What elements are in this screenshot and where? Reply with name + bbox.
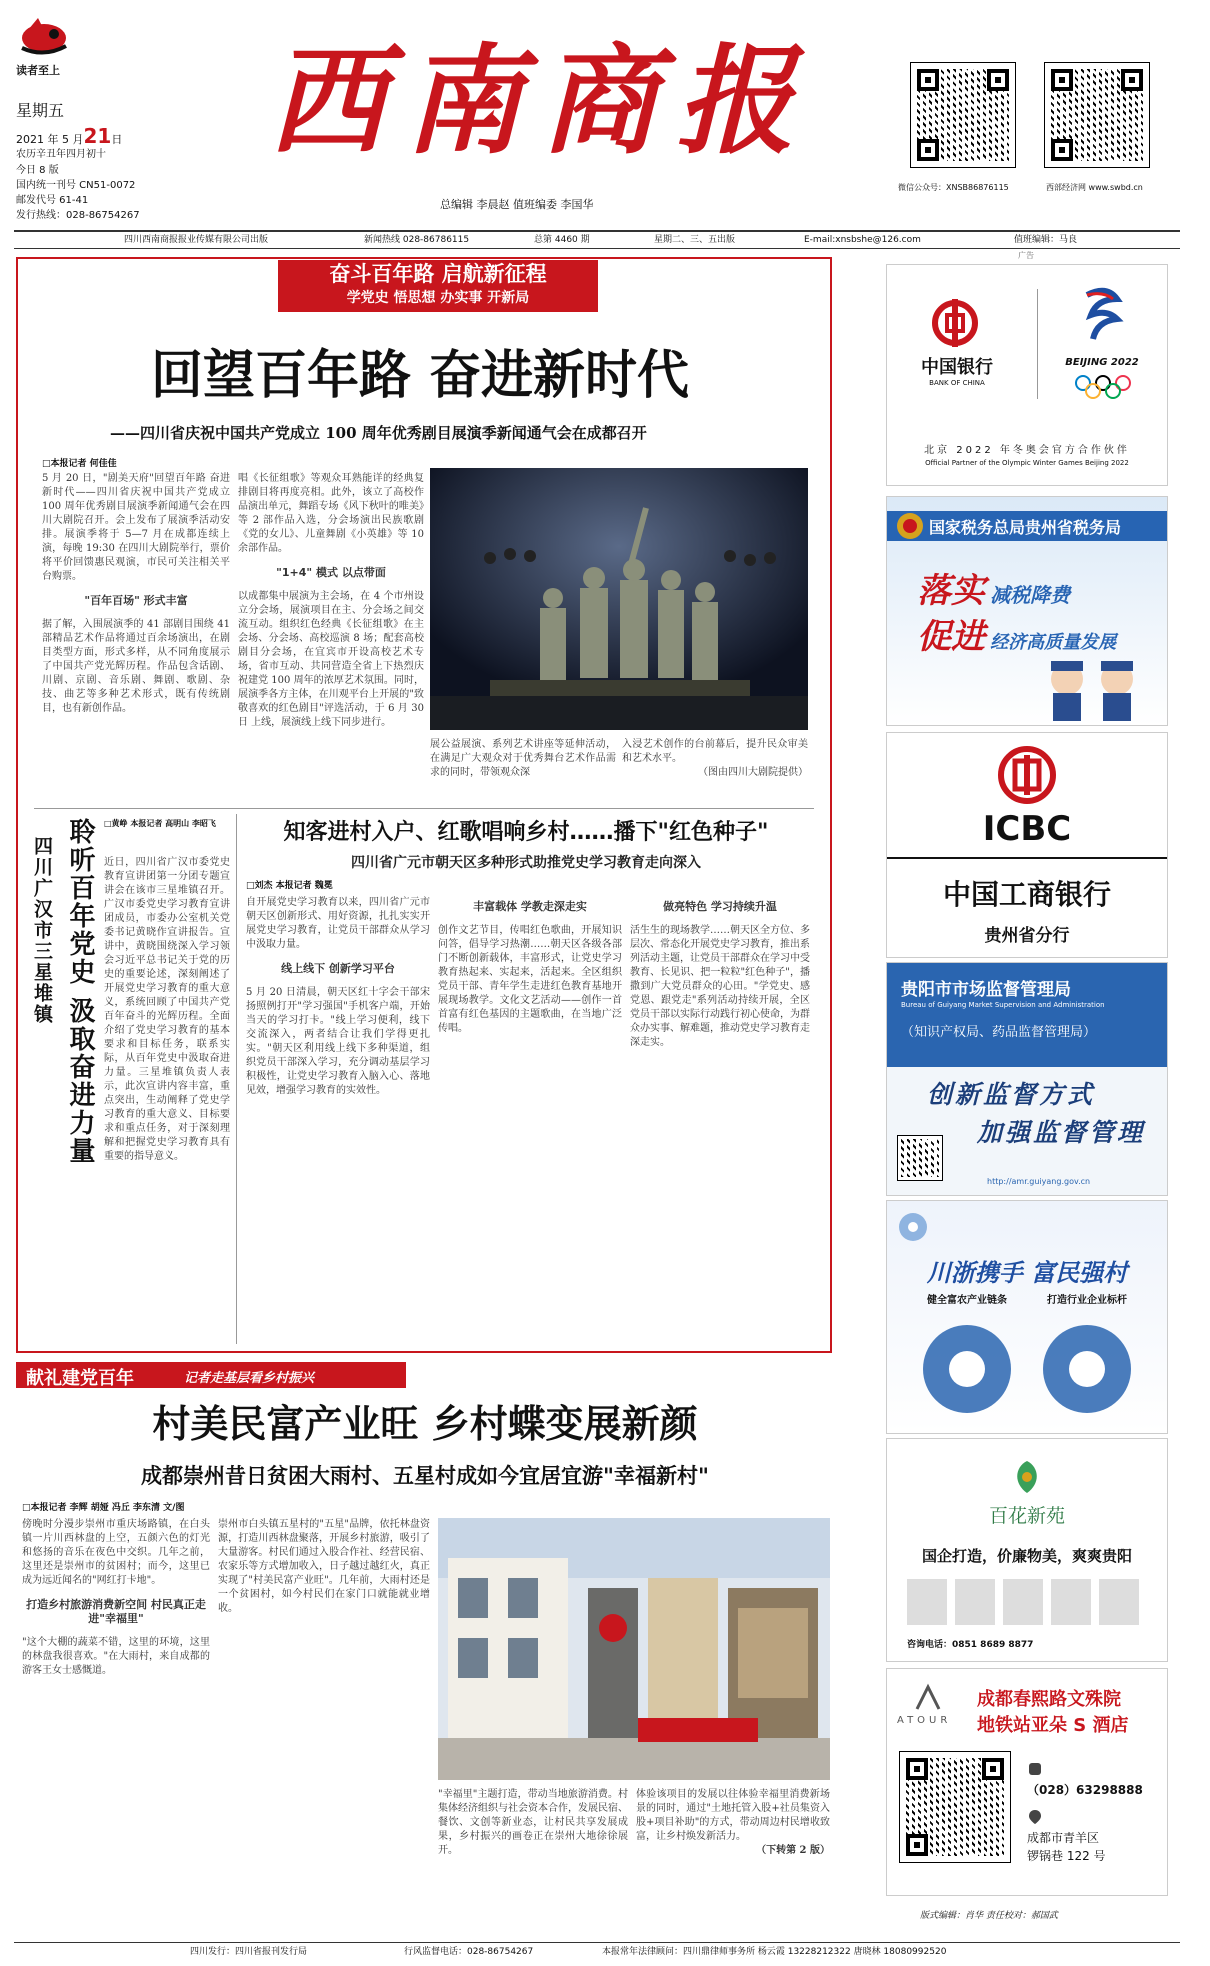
- mid-subhead: 四川省广元市朝天区多种形式助推党史学习教育走向深入: [351, 855, 701, 871]
- masthead: [0, 0, 1210, 232]
- zhe-title: 川浙携手 富民强村: [926, 1259, 1128, 1287]
- photo-credit: （图由四川大剧院提供）: [698, 767, 808, 778]
- cn-number: 国内统一刊号 CN51-0072: [16, 180, 136, 191]
- feature-subhead: 成都崇州昔日贫困大雨村、五星村成如今宜居宜游"幸福新村": [141, 1463, 709, 1488]
- atour-phone: （028）63298888: [1027, 1783, 1143, 1797]
- lead-subhead: ——四川省庆祝中国共产党成立 100 周年优秀剧目展演季新闻通气会在成都召开: [110, 424, 647, 442]
- ad-market-supervision: [886, 962, 1168, 1196]
- zhe-sub-2: 打造行业企业标杆: [1047, 1295, 1127, 1306]
- news-hotline: 新闻热线 028-86786115: [364, 235, 470, 245]
- zhe-diagram: [907, 1313, 1147, 1425]
- left-story-body: 近日，四川省广汉市委党史教育宣讲团第一分团专题宣讲会在该市三星堆镇召开。广汉市委党史学习教育宣讲团成员，市委办公室机关党委书记黄晓作宣讲报告。宣讲中，黄晓围绕深入学习领会习近平总书记关于党的历史的重要论述，深刻阐述了开展党史学习教育的重大意义，系统回顾了中国共产党百年奋斗的光辉历程。全面介绍了党史学习教育的基本要求和目标任务，联系实际，从百年党史中汲取奋进力量。三星堆镇负责人表示，此次宣讲内容丰富，重点突出，生动阐释了党史学习教育的重大意义、目标要求和重点任务，对于深刻理解和把握党史学习教育具有重要的指导意义。: [104, 857, 230, 1162]
- market-slogan-1: 创新监督方式: [927, 1080, 1096, 1109]
- olympic-rings-icon: [1073, 373, 1133, 401]
- feature-label: 献礼建党百年 记者走基层看乡村振兴: [16, 1362, 406, 1388]
- distribution-phone: 发行热线：028-86754267: [16, 210, 140, 221]
- ad-label: 广告: [1018, 251, 1034, 260]
- ad-divider: [1037, 289, 1038, 399]
- mid-column-2: 丰富载体 学教走深走实 创作文艺节目，传唱红色歌曲，开展知识问答，倡导学习热潮……朝天区各级各部门不断创新载体，丰富形式，让党史学习教育热起来、实起来，活起来。全区组织党员干部、青年学生走进红色教育基地开展现场教学。文化文艺活动——创作一首首富有红色基因的主题歌曲，在当地广泛传唱。: [438, 900, 622, 1034]
- market-en: Bureau of Guiyang Market Supervision and Administration: [901, 1001, 1105, 1009]
- olympic-emblem-icon: [1067, 285, 1137, 355]
- website-qr-label: 西部经济网 www.swbd.cn: [1046, 183, 1143, 192]
- slogan: 读者至上: [16, 64, 60, 77]
- boc-partner: 北京 2022 年冬奥会官方合作伙伴: [924, 445, 1130, 456]
- atour-title-1: 成都春熙路文殊院: [977, 1689, 1121, 1710]
- wechat-qr-code: [910, 62, 1016, 168]
- ad-sichuan-zhejiang: [886, 1200, 1168, 1434]
- paper-title: 西南商报: [267, 31, 812, 170]
- website-qr-code: [1044, 62, 1150, 168]
- tax-officers-illustration: [1027, 657, 1157, 721]
- info-bar: [14, 230, 1180, 249]
- ad-bank-of-china: [886, 264, 1168, 486]
- weekday: 星期五: [16, 101, 65, 120]
- tax-title: 国家税务总局贵州省税务局: [929, 518, 1122, 537]
- ad-baihua-xinyuan: [886, 1438, 1168, 1662]
- icbc-name: 中国工商银行: [942, 878, 1111, 911]
- mid-column-3: 做亮特色 学习持续升温 活生生的现场教学……朝天区全方位、多层次、常态化开展党史学习教育，推出系列活动主题，让党员干部群众在学习中受教育、长见识、把一粒粒"红色种子"，播撒到广大党员群众的心田。"学党史、感党恩、跟党走"系列活动持续开展，全区党员干部以实际行动践行初心使命，为群众办实事、解难题，推动党史学习教育走深走实。: [630, 900, 810, 1048]
- publisher: 四川西南商报报业传媒有限公司出版: [124, 235, 269, 245]
- lead-headline: 回望百年路 奋进新时代: [150, 346, 690, 406]
- ad-tax-bureau: [886, 496, 1168, 726]
- date-day: 21: [83, 124, 112, 148]
- icbc-branch: 贵州省分行: [984, 926, 1070, 946]
- icbc-logo-icon: [997, 745, 1057, 805]
- page-count: 今日 8 版: [16, 165, 59, 176]
- paper-logo-icon: [14, 12, 74, 60]
- editors-line: 总编辑 李晨赵 值班编委 李国华: [440, 198, 594, 211]
- ad-atour-hotel: [886, 1668, 1168, 1896]
- lead-column-2: 唱《长征组歌》等观众耳熟能详的经典复排剧目将再度亮相。此外，该立了高校作品演出单元，舞蹈专场《风下秋叶的唯美》等 2 部作品入选，分会场演出民族歌剧《党的女儿》、儿童舞剧《小英雄》等 10 余部作品。 "1+4" 模式 以点带面 以成都集中展演为主会场，在 4 个市州设立分会场，展演项目在主、分会场之间交流互动。组织红色经典《长征组歌》在主会场、分会场、高校巡演 8 场；配套高校剧目分会场，在宜宾市开设高校艺术专场，省市互动、共同营造全省上下热烈庆祝建党 100 周年的浓厚艺术氛围。同时，展演季各方主体，在川观平台上开展的"致敬喜欢的红色剧目"评选活动，于 6 月 30 日 上线，展演线上线下同步进行。: [238, 473, 424, 728]
- zhe-flower-icon: [893, 1207, 933, 1247]
- footer-legal: 本报常年法律顾问：四川鼎律师事务所 杨云霞 13228212322 唐晓林 18080992520: [602, 1947, 947, 1957]
- bhxy-phone: 咨询电话：0851 8689 8877: [907, 1640, 1034, 1650]
- footer-distribution: 四川发行：四川省报刊发行局: [190, 1947, 308, 1957]
- boc-en-name: BANK OF CHINA: [929, 379, 985, 387]
- lead-column-3: 展公益展演、系列艺术讲座等延伸活动，在满足广大观众对于优秀舞台艺术作品需求的同时，带领观众深: [430, 739, 616, 778]
- atour-brand: ATOUR: [897, 1715, 952, 1726]
- page-footer: [14, 1942, 1180, 1961]
- bhxy-logo-icon: [1005, 1457, 1049, 1497]
- lead-byline: □本报记者 何佳佳: [42, 459, 117, 469]
- market-sub: （知识产权局、药品监督管理局）: [901, 1025, 1097, 1040]
- tax-line-2: 促进 经济高质量发展: [917, 617, 1117, 657]
- lead-banner: 奋斗百年路 启航新征程 学党史 悟思想 办实事 开新局: [278, 260, 598, 312]
- left-story-rule: [236, 814, 237, 1344]
- atour-address-2: 锣锅巷 122 号: [1027, 1849, 1106, 1863]
- email: E-mail:xnsbshe@126.com: [804, 235, 921, 245]
- market-slogan-2: 加强监督管理: [977, 1118, 1146, 1147]
- continue-note: （下转第 2 版）: [756, 1845, 830, 1856]
- footer-supervision: 行风监督电话：028-86754267: [404, 1947, 534, 1957]
- left-story-byline: □黄峥 本报记者 高明山 李昭飞: [104, 819, 216, 828]
- left-vertical-title: 聆听百年党史 汲取奋进力量: [65, 818, 95, 1166]
- feature-column-1: 傍晚时分漫步崇州市重庆场路镇，在白头镇一片川西林盘的上空，五颜六色的灯光和悠扬的音乐在夜色中交织。几年之前，这里还是崇州市的贫困村；而今，这里已成为远近闻名的"网红打卡地"。 打造乡村旅游消费新空间 村民真正走进"幸福里" "这个大棚的蔬菜不错，这里的环境，这里的林盘我很喜欢。"在大雨村，来自成都的游客王女士感慨道。: [22, 1519, 210, 1676]
- issue-number: 总第 4460 期: [534, 235, 590, 245]
- duty-editor: 值班编辑：马良: [1014, 235, 1078, 245]
- feature-column-4: 体验该项目的发展以往体验幸福里消费新场景的同时，通过"土地托管入股+社员集资入股+项目补助"的方式，带动周边村民增收致富，让乡村焕发新活力。 （下转第 2 版）: [636, 1789, 830, 1856]
- post-code: 邮发代号 61-41: [16, 195, 89, 206]
- lead-column-1: 5 月 20 日，"剧美天府"回望百年路 奋进新时代——四川省庆祝中国共产党成立 100 周年优秀剧目展演季新闻通气会在四川大剧院召开。会上发布了展演季活动安排。展演季将于 5—7 月在成都连续上演，每晚 19:30 在四川大剧院举行，票价将平价回馈惠民观演，市民可关注相关平台购票。 "百年百场" 形式丰富 据了解，入围展演季的 41 部剧目围绕 41 部精品艺术作品将通过百余场演出，在剧目类型方面，形式多样，从不同角度展示了中国共产党光辉历程。作品包含话剧、川剧、京剧、音乐剧、舞剧、歌剧、杂技、曲艺等多种艺术形式，既有传统剧目，也有新创作品。: [42, 473, 230, 714]
- bhxy-name: 百花新苑: [988, 1505, 1065, 1527]
- mid-column-1: 自开展党史学习教育以来，四川省广元市朝天区创新形式、用好资源，扎扎实实开展党史学习教育，让党员干部群众从学习中汲取力量。 线上线下 创新学习平台 5 月 20 日清晨，朝天区红十字会干部宋扬照例打开"学习强国"手机客户端，开始当天的学习打卡。"线上学习便利，线下交流深入，两者结合让我们学得更扎实。"朝天区利用线上线下多种渠道，组织党员干部深入学习，充分调动基层学习积极性，让党史学习教育入脑入心、落地见效，增强学习教育的实效性。: [246, 897, 430, 1096]
- market-url: http://amr.guiyang.gov.cn: [987, 1177, 1091, 1186]
- tax-emblem-icon: [895, 511, 925, 541]
- icbc-divider: [887, 857, 1167, 859]
- lunar-date: 农历辛丑年四月初十: [16, 149, 106, 160]
- tax-line-1: 落实 减税降费: [917, 571, 1071, 611]
- bhxy-qr-strip: [907, 1579, 1147, 1625]
- beijing-2022: BEIJING 2022: [1065, 357, 1139, 368]
- market-qr-code: [897, 1135, 943, 1181]
- publish-days: 星期二、三、五出版: [654, 235, 736, 245]
- feature-column-2: 崇州市白头镇五星村的"五星"品牌，依托林盘资源，打造川西林盘聚落，开展乡村旅游，吸引了大量游客。村民们通过入股合作社、经营民宿、农家乐等方式增加收入，日子越过越红火，真正实现了"村美民富产业旺"。几年前，大雨村还是一个贫困村，如今村民们在家门口就能就业增收。: [218, 1519, 430, 1614]
- boc-name: 中国银行: [921, 357, 993, 378]
- zhe-sub-1: 健全富农产业链条: [927, 1295, 1007, 1306]
- stage-photo: [430, 468, 808, 730]
- lead-column-4: 入浸艺术创作的台前幕后，提升民众审美和艺术水平。 （图由四川大剧院提供）: [622, 739, 808, 778]
- atour-title-2: 地铁站亚朵 S 酒店: [977, 1715, 1129, 1736]
- lead-divider: [34, 808, 814, 809]
- left-vertical-sub: 四川广汉市三星堆镇: [31, 836, 53, 1025]
- village-photo: [438, 1518, 830, 1780]
- ad-icbc: [886, 732, 1168, 958]
- mid-byline: □刘杰 本报记者 魏冕: [246, 881, 333, 891]
- atour-qr-code: [899, 1751, 1011, 1863]
- icbc-logo-text: ICBC: [982, 809, 1072, 849]
- market-title: 贵阳市市场监督管理局: [901, 980, 1071, 1000]
- boc-logo-icon: [931, 299, 979, 347]
- feature-column-3: "幸福里"主题打造，带动当地旅游消费。村集体经济组织与社会资本合作，发展民宿、餐饮、文创等新业态，让村民共享发展成果，乡村振兴的画卷正在崇州大地徐徐展开。: [438, 1789, 628, 1856]
- atour-logo-icon: [913, 1683, 943, 1713]
- mid-headline: 知客进村入户、红歌唱响乡村……播下"红色种子": [283, 820, 769, 845]
- feature-headline: 村美民富产业旺 乡村蝶变展新颜: [152, 1402, 698, 1446]
- wechat-qr-label: 微信公众号：XNSB86876115: [898, 183, 1009, 192]
- bhxy-slogan: 国企打造，价廉物美，爽爽贵阳: [921, 1547, 1132, 1565]
- issue-date: 2021 年 5 月21日: [16, 124, 123, 148]
- atour-address-1: 成都市青羊区: [1027, 1831, 1100, 1845]
- phone-icon: [1027, 1761, 1043, 1777]
- boc-partner-en: Official Partner of the Olympic Winter Games Beijing 2022: [925, 459, 1129, 467]
- layout-editor-line: 版式编辑：肖华 责任校对：郝国武: [920, 1911, 1058, 1921]
- location-icon: [1027, 1809, 1043, 1825]
- feature-byline: □本报记者 李辉 胡娅 冯丘 李东清 文/图: [22, 1503, 185, 1513]
